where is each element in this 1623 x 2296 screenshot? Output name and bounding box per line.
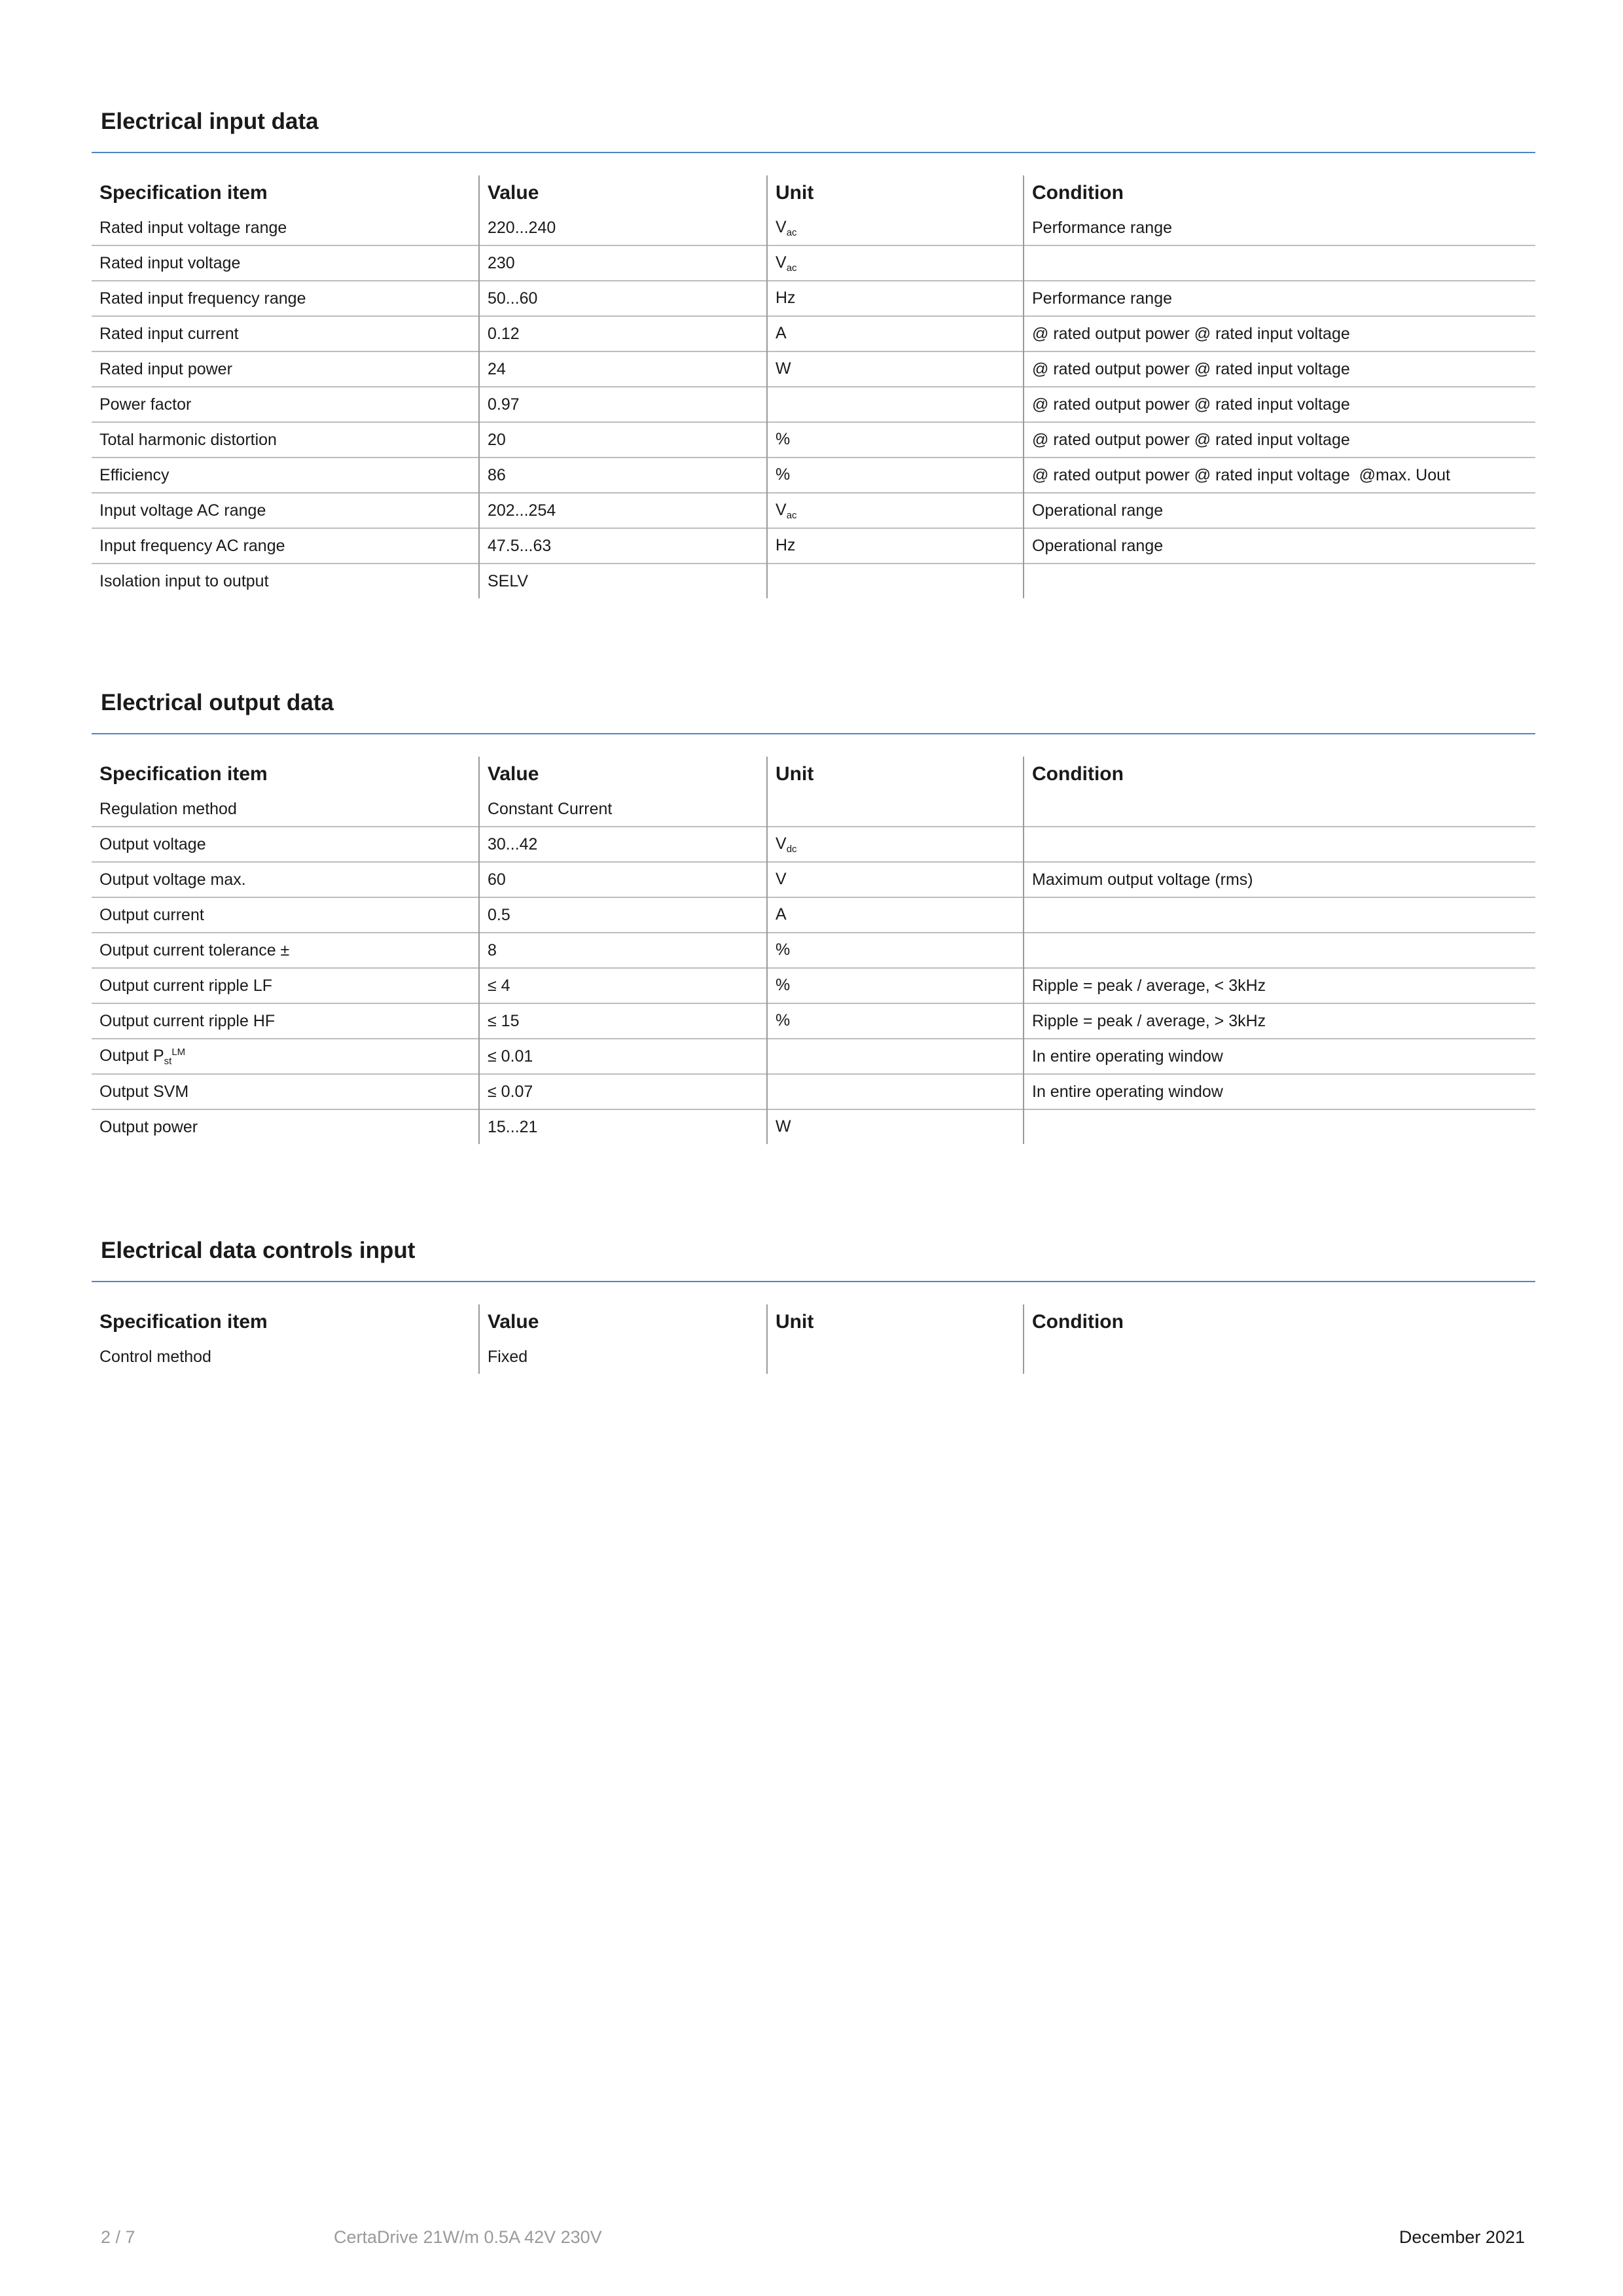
spec-condition: Maximum output voltage (rms): [1024, 862, 1535, 897]
spec-condition: Performance range: [1024, 211, 1535, 245]
table-row: [92, 792, 1535, 827]
spec-item: Control method: [99, 1347, 211, 1366]
electrical-output-table: [92, 757, 1535, 1144]
spec-value: 220...240: [479, 211, 767, 245]
table-row: [92, 316, 1535, 351]
spec-condition: [1024, 1109, 1535, 1144]
spec-unit: $V_{dc}$: [767, 827, 1024, 862]
spec-value: SELV: [479, 564, 767, 598]
spec-unit: W: [767, 1109, 1024, 1144]
spec-item: Output current ripple HF: [99, 1011, 276, 1030]
column-header-item: Specification item: [99, 763, 268, 785]
spec-condition: [1024, 792, 1535, 827]
spec-unit: $V_{ac}$: [767, 493, 1024, 528]
spec-value: 30...42: [479, 827, 767, 862]
spec-condition: [1024, 1340, 1535, 1374]
spec-unit: [767, 1340, 1024, 1374]
table-row: [92, 1074, 1535, 1109]
electrical-controls-table: [92, 1304, 1535, 1374]
column-header-value: Value: [479, 1304, 767, 1340]
spec-condition: [1024, 564, 1535, 598]
spec-value: 0.5: [479, 897, 767, 933]
spec-condition: [1024, 933, 1535, 968]
spec-value: ≤ 15: [479, 1003, 767, 1039]
spec-value: 47.5...63: [479, 528, 767, 564]
spec-item: Regulation method: [99, 799, 237, 818]
spec-item: Efficiency: [99, 465, 169, 484]
spec-unit: A: [767, 316, 1024, 351]
spec-unit: [767, 387, 1024, 422]
spec-value: 8: [479, 933, 767, 968]
column-header-condition: Condition: [1024, 757, 1535, 792]
spec-item: Total harmonic distortion: [99, 430, 277, 449]
spec-unit: [767, 792, 1024, 827]
spec-unit: %: [767, 457, 1024, 493]
section-divider: [92, 733, 1535, 734]
spec-value: Constant Current: [479, 792, 767, 827]
table-row: [92, 827, 1535, 862]
table-row: [92, 1039, 1535, 1074]
spec-item: Output current ripple LF: [99, 976, 273, 995]
table-row: [92, 564, 1535, 598]
spec-item: Rated input voltage range: [99, 218, 287, 237]
spec-item: Power factor: [99, 395, 192, 414]
table-header-row: [92, 1304, 1535, 1340]
spec-unit: %: [767, 933, 1024, 968]
spec-item: Rated input current: [99, 324, 239, 343]
spec-value: ≤ 0.07: [479, 1074, 767, 1109]
spec-condition: [1024, 245, 1535, 281]
spec-unit: A: [767, 897, 1024, 933]
spec-value: 0.12: [479, 316, 767, 351]
spec-condition: Operational range: [1024, 493, 1535, 528]
spec-value: 202...254: [479, 493, 767, 528]
electrical-input-table: [92, 175, 1535, 598]
spec-condition: Ripple = peak / average, > 3kHz: [1024, 1003, 1535, 1039]
column-header-condition: Condition: [1024, 1304, 1535, 1340]
column-header-unit: Unit: [767, 1304, 1024, 1340]
spec-value: 230: [479, 245, 767, 281]
column-header-unit: Unit: [767, 757, 1024, 792]
spec-condition: @ rated output power @ rated input voltage @max. Uout: [1024, 457, 1535, 493]
spec-item: Output $P_{st}^{LM}$: [99, 1046, 186, 1067]
spec-condition: Operational range: [1024, 528, 1535, 564]
spec-value: 15...21: [479, 1109, 767, 1144]
spec-item: Rated input frequency range: [99, 289, 306, 308]
section-title: Electrical data controls input: [101, 1238, 416, 1263]
table-row: [92, 211, 1535, 245]
section-divider: [92, 152, 1535, 153]
spec-condition: Performance range: [1024, 281, 1535, 316]
spec-unit: $V_{ac}$: [767, 211, 1024, 245]
spec-condition: In entire operating window: [1024, 1039, 1535, 1074]
spec-value: 20: [479, 422, 767, 457]
table-row: [92, 897, 1535, 933]
spec-condition: [1024, 827, 1535, 862]
spec-item: Output voltage max.: [99, 870, 246, 889]
spec-value: 50...60: [479, 281, 767, 316]
electrical-input-section: [92, 105, 1535, 598]
spec-value: ≤ 0.01: [479, 1039, 767, 1074]
spec-condition: @ rated output power @ rated input voltage: [1024, 422, 1535, 457]
spec-condition: Ripple = peak / average, < 3kHz: [1024, 968, 1535, 1003]
table-row: [92, 387, 1535, 422]
spec-item: Output current: [99, 905, 204, 924]
column-header-value: Value: [479, 175, 767, 211]
spec-value: Fixed: [479, 1340, 767, 1374]
product-name: CertaDrive 21W/m 0.5A 42V 230V: [334, 2227, 602, 2247]
spec-condition: In entire operating window: [1024, 1074, 1535, 1109]
spec-value: 86: [479, 457, 767, 493]
spec-condition: @ rated output power @ rated input voltage: [1024, 351, 1535, 387]
section-divider: [92, 1281, 1535, 1282]
column-header-value: Value: [479, 757, 767, 792]
section-title: Electrical input data: [101, 109, 319, 134]
spec-condition: @ rated output power @ rated input voltage: [1024, 316, 1535, 351]
spec-unit: %: [767, 1003, 1024, 1039]
spec-unit: Hz: [767, 528, 1024, 564]
spec-condition: @ rated output power @ rated input voltage: [1024, 387, 1535, 422]
table-row: [92, 457, 1535, 493]
spec-item: Output power: [99, 1117, 198, 1136]
spec-unit: W: [767, 351, 1024, 387]
spec-item: Output SVM: [99, 1082, 189, 1101]
spec-value: 24: [479, 351, 767, 387]
table-row: [92, 528, 1535, 564]
table-row: [92, 1109, 1535, 1144]
table-row: [92, 1340, 1535, 1374]
spec-unit: V: [767, 862, 1024, 897]
spec-unit: $V_{ac}$: [767, 245, 1024, 281]
page-number: 2 / 7: [101, 2227, 135, 2247]
column-header-condition: Condition: [1024, 175, 1535, 211]
document-date: December 2021: [1399, 2227, 1525, 2247]
spec-item: Isolation input to output: [99, 571, 269, 590]
electrical-output-section: [92, 686, 1535, 1144]
spec-item: Output current tolerance ±: [99, 941, 290, 960]
column-header-unit: Unit: [767, 175, 1024, 211]
table-row: [92, 968, 1535, 1003]
table-row: [92, 862, 1535, 897]
spec-item: Rated input voltage: [99, 253, 241, 272]
table-header-row: [92, 175, 1535, 211]
spec-unit: [767, 1039, 1024, 1074]
section-title: Electrical output data: [101, 690, 334, 715]
spec-item: Output voltage: [99, 834, 206, 853]
spec-condition: [1024, 897, 1535, 933]
spec-unit: %: [767, 968, 1024, 1003]
spec-item: Input frequency AC range: [99, 536, 285, 555]
table-row: [92, 245, 1535, 281]
column-header-item: Specification item: [99, 182, 268, 204]
spec-unit: [767, 564, 1024, 598]
table-row: [92, 933, 1535, 968]
spec-item: Input voltage AC range: [99, 501, 266, 520]
spec-value: 0.97: [479, 387, 767, 422]
electrical-controls-section: [92, 1234, 1535, 1374]
table-row: [92, 281, 1535, 316]
spec-unit: Hz: [767, 281, 1024, 316]
table-header-row: [92, 757, 1535, 792]
table-row: [92, 493, 1535, 528]
table-row: [92, 422, 1535, 457]
spec-unit: %: [767, 422, 1024, 457]
spec-item: Rated input power: [99, 359, 232, 378]
spec-unit: [767, 1074, 1024, 1109]
spec-value: 60: [479, 862, 767, 897]
spec-value: ≤ 4: [479, 968, 767, 1003]
table-row: [92, 351, 1535, 387]
column-header-item: Specification item: [99, 1311, 268, 1333]
table-row: [92, 1003, 1535, 1039]
